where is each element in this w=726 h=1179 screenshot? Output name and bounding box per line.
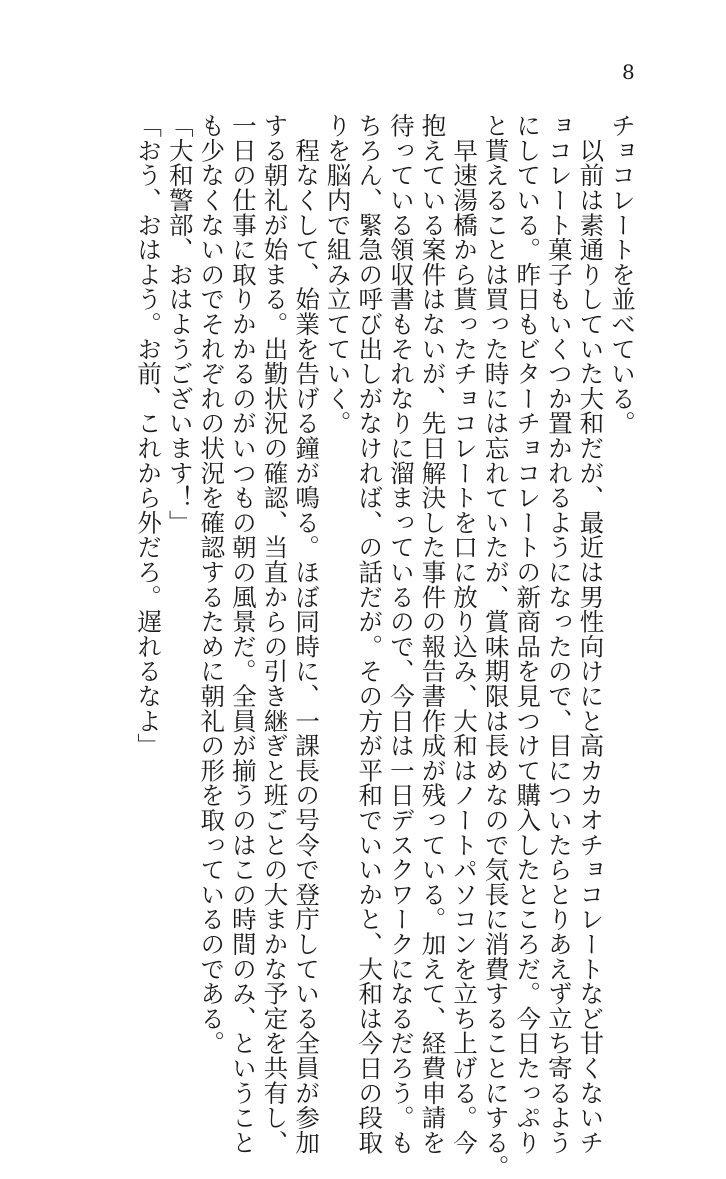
text-line: する朝礼が始まる。出勤状況の確認、当直からの引き継ぎと班ごとの大まかな予定を共有し、 (260, 113, 290, 1155)
text-line: りを脳内で組み立てていく。 (323, 113, 353, 436)
text-line: 程なくして、始業を告げる鐘が鳴る。ほぼ同時に、一課長の号令で登庁している全員が参加 (292, 113, 322, 1155)
page-number: 8 (622, 60, 635, 84)
text-line: 一日の仕事に取りかかるのがいつもの朝の風景だ。全員が揃うのはこの時間のみ、ということ (228, 113, 258, 1155)
text-line: 「おう、おはよう。お前、これから外だろ。遅れるなよ」 (134, 113, 164, 758)
text-line: 以前は素通りしていた大和だが、最近は男性向けにと高カカオチョコレートなど甘くないチ (576, 113, 606, 1155)
text-line: と貰えることは買った時には忘れていたが、賞味期限は長めなので気長に消費することにする。 (481, 113, 511, 1179)
text-line: 「大和警部、おはようございます！」 (165, 113, 195, 535)
text-line: ョコレート菓子もいくつか置かれるようになったので、目についたらとりあえず立ち寄るよう (544, 113, 574, 1155)
text-line: 待っている領収書もそれなりに溜まっているので、今日は一日デスクワークになるだろう。も (386, 113, 416, 1155)
text-line: チョコレートを並べている。 (608, 113, 637, 436)
text-line: も少なくないのでそれぞれの状況を確認するために朝礼の形を取っているのである。 (197, 113, 227, 1056)
text-line: ちろん、緊急の呼び出しがなければ、の話だが。その方が平和でいいかと、大和は今日の段取 (355, 113, 385, 1155)
text-line: 抱えている案件はないが、先日解決した事件の報告書作成が残っている。加えて、経費申請を (418, 113, 448, 1155)
text-line: 早速湯橋から貰ったチョコレートを口に放り込み、大和はノートパソコンを立ち上げる。今 (450, 113, 480, 1155)
body-text (133, 113, 639, 1179)
text-line: にしている。昨日もビターチョコレートの新商品を見つけて購入したところだ。今日たっぷり (513, 113, 543, 1155)
